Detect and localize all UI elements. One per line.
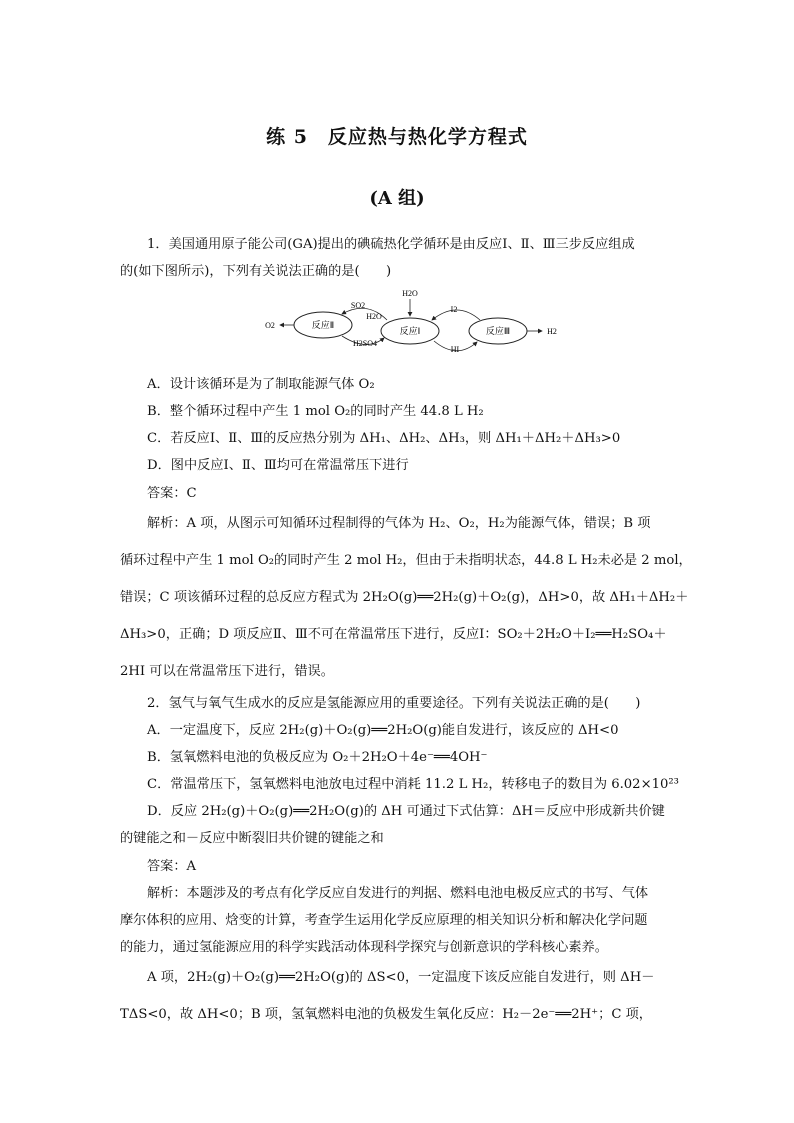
h2so4-label: H2SO4 <box>352 339 378 348</box>
q1-option-a: A．设计该循环是为了制取能源气体 O₂ <box>147 377 375 392</box>
page-title: 练 5 反应热与热化学方程式 <box>266 126 528 148</box>
q2-option-d-line-1: D．反应 2H₂(g)＋O₂(g)══2H₂O(g)的 ΔH 可通过下式估算：ΔH＝反应中形成新共价键 <box>147 804 665 819</box>
reaction-2-label: 反应Ⅱ <box>311 320 335 330</box>
q2-option-c: C．常温常压下，氢氧燃料电池放电过程中消耗 11.2 L H₂，转移电子的数目为 6.02×10²³ <box>147 777 679 792</box>
reaction-cycle-diagram <box>262 286 562 356</box>
q2-explanation-line-3: 的能力，通过氢能源应用的科学实践活动体现科学探究与创新意识的学科核心素养。 <box>120 940 608 955</box>
q1-option-d: D．图中反应Ⅰ、Ⅱ、Ⅲ均可在常温常压下进行 <box>147 458 409 473</box>
q1-explanation-line-2: 循环过程中产生 1 mol O₂的同时产生 2 mol H₂，但由于未指明状态，44.8 L H₂未必是 2 mol， <box>120 553 692 568</box>
i2-label: I2 <box>450 305 458 314</box>
q1-explanation-line-3: 错误；C 项该循环过程的总反应方程式为 2H₂O(g)══2H₂(g)＋O₂(g)，ΔH>0，故 ΔH₁＋ΔH₂＋ <box>120 590 689 605</box>
h2o-top-label: H2O <box>402 289 418 298</box>
reaction-3-label: 反应Ⅲ <box>485 326 511 336</box>
h2-label: H2 <box>547 327 557 336</box>
reaction-1-label: 反应Ⅰ <box>399 326 421 336</box>
h2o-mid-label: H2O <box>366 312 382 321</box>
q1-answer: 答案：C <box>147 486 197 501</box>
q2-explanation-line-4: A 项，2H₂(g)＋O₂(g)══2H₂O(g)的 ΔS<0，一定温度下该反应能自发进行，则 ΔH－ <box>147 970 655 985</box>
hi-label: HI <box>450 345 460 354</box>
so2-label: SO2 <box>350 301 366 310</box>
q2-option-d-line-2: 的键能之和－反应中断裂旧共价键的键能之和 <box>120 831 384 846</box>
o2-label: O2 <box>265 321 275 330</box>
q2-stem: 2．氢气与氧气生成水的反应是氢能源应用的重要途径。下列有关说法正确的是( ) <box>147 696 641 711</box>
q2-option-a: A．一定温度下，反应 2H₂(g)＋O₂(g)══2H₂O(g)能自发进行，该反应的 ΔH<0 <box>147 723 619 738</box>
q1-stem-line-1: 1．美国通用原子能公司(GA)提出的碘硫热化学循环是由反应Ⅰ、Ⅱ、Ⅲ三步反应组成 <box>147 237 635 252</box>
q2-option-b: B．氢氧燃料电池的负极反应为 O₂＋2H₂O＋4e⁻══4OH⁻ <box>147 750 488 765</box>
q2-explanation-line-5: TΔS<0，故 ΔH<0；B 项，氢氧燃料电池的负极发生氧化反应：H₂－2e⁻══2H⁺；C 项， <box>120 1007 652 1022</box>
q1-option-b: B．整个循环过程中产生 1 mol O₂的同时产生 44.8 L H₂ <box>147 404 484 419</box>
q1-explanation-line-4: ΔH₃>0，正确；D 项反应Ⅱ、Ⅲ不可在常温常压下进行，反应Ⅰ：SO₂＋2H₂O＋I₂══H₂SO₄＋ <box>120 627 667 642</box>
q1-stem-line-2: 的(如下图所示)，下列有关说法正确的是( ) <box>120 264 392 279</box>
q1-explanation-line-1: 解析：A 项，从图示可知循环过程制得的气体为 H₂、O₂，H₂为能源气体，错误；B 项 <box>147 516 651 531</box>
q2-explanation-line-2: 摩尔体积的应用、焓变的计算，考查学生运用化学反应原理的相关知识分析和解决化学问题 <box>120 913 648 928</box>
q2-answer: 答案：A <box>147 859 197 874</box>
q1-option-c: C．若反应Ⅰ、Ⅱ、Ⅲ的反应热分别为 ΔH₁、ΔH₂、ΔH₃，则 ΔH₁＋ΔH₂＋ΔH₃>0 <box>147 431 621 446</box>
q1-explanation-line-5: 2HI 可以在常温常压下进行，错误。 <box>120 664 334 679</box>
q2-explanation-line-1: 解析：本题涉及的考点有化学反应自发进行的判据、燃料电池电极反应式的书写、气体 <box>147 886 649 901</box>
group-heading: (A 组) <box>369 188 425 209</box>
